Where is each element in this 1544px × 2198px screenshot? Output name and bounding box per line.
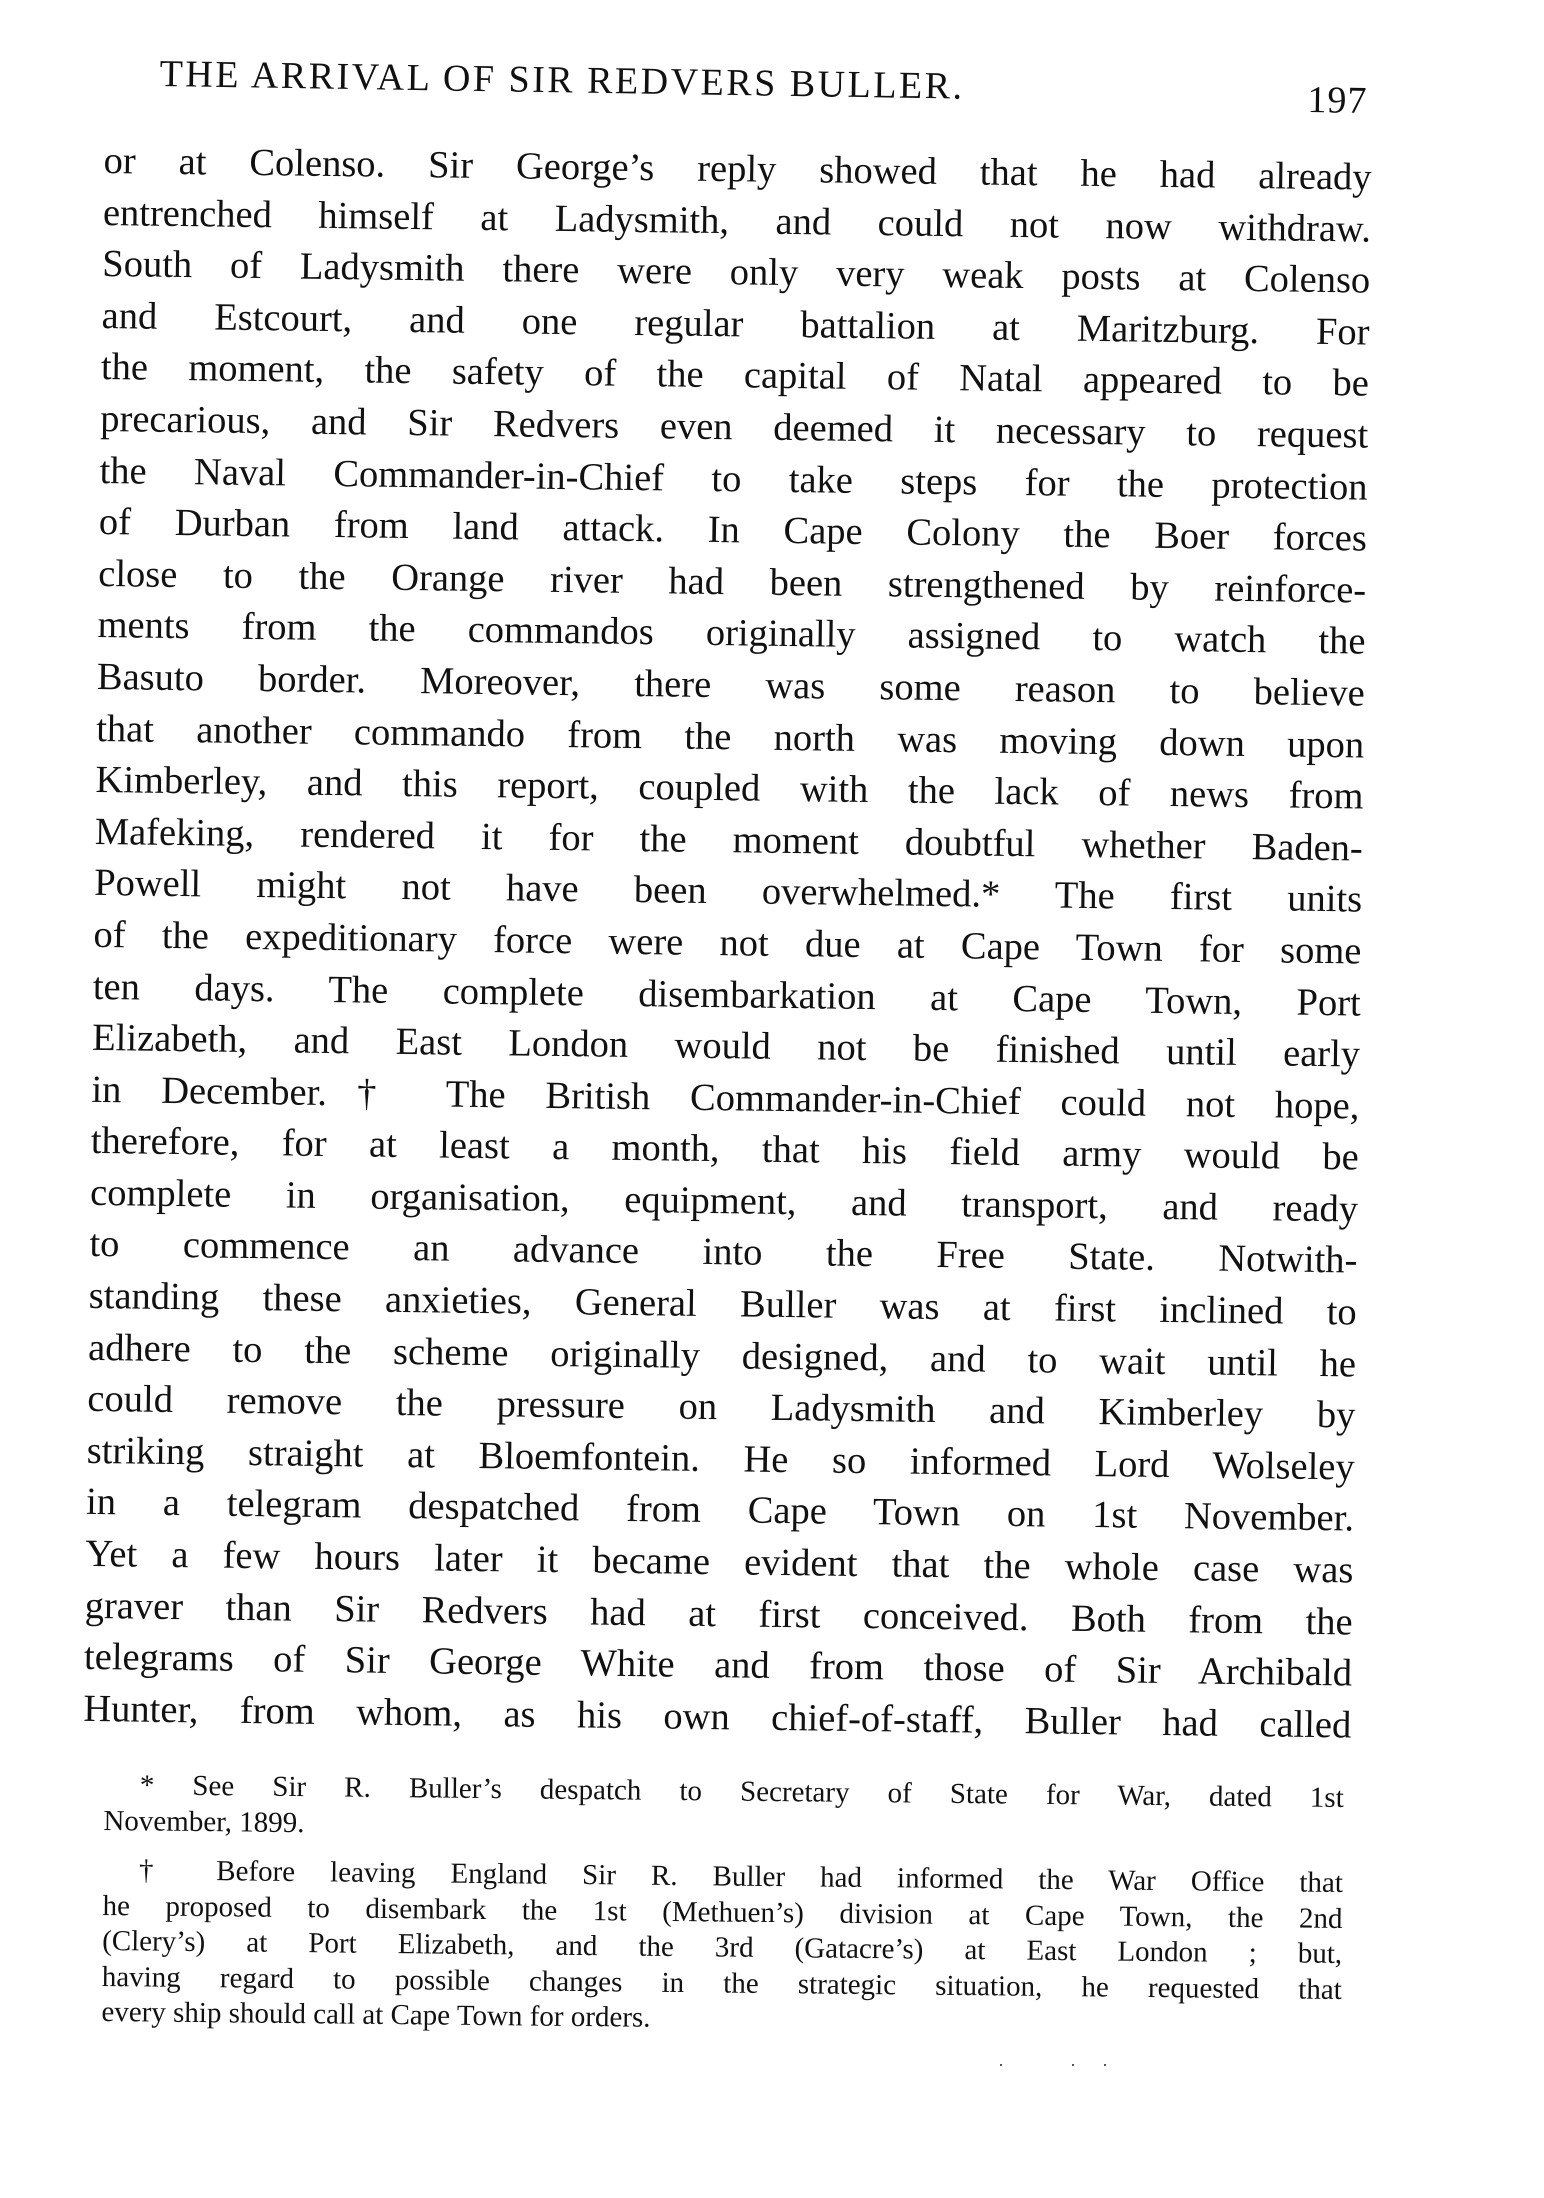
text-line: South of Ladysmith there were only very weak posts at Colenso: [102, 243, 1371, 302]
text-line: could remove the pressure on Ladysmith and Kimberley by: [87, 1378, 1356, 1437]
text-line: in a telegram despatched from Cape Town on 1st November.: [85, 1481, 1355, 1540]
text-line: ments from the commandos originally assigned to watch the: [97, 604, 1366, 663]
scan-specks: [1000, 2064, 1120, 2068]
text-line: standing these anxieties, General Buller was at first inclined to: [88, 1274, 1357, 1334]
footnote-line: he proposed to disembark the 1st (Methuen’s) division at Cape Town, the 2nd: [102, 1889, 1343, 1935]
text-line: entrenched himself at Ladysmith, and could not now withdraw.: [102, 191, 1372, 251]
body-text: [83, 136, 1372, 1752]
text-line: Mafeking, rendered it for the moment doubtful whether Baden-: [94, 810, 1364, 870]
text-line: the moment, the safety of the capital of Natal appeared to be: [100, 346, 1370, 405]
text-line: to commence an advance into the Free State. Notwith-: [89, 1223, 1358, 1282]
text-line: the Naval Commander-in-Chief to take steps for the protection: [99, 449, 1368, 509]
text-line: therefore, for at least a month, that his field army would be: [90, 1120, 1360, 1179]
footnote-line: * See Sir R. Buller’s despatch to Secretary of State for War, dated 1st: [139, 1769, 1344, 1814]
text-line: Elizabeth, and East London would not be finished until early: [91, 1017, 1361, 1076]
footnotes: [101, 1768, 1344, 2057]
text-line: complete in organisation, equipment, and transport, and ready: [89, 1171, 1359, 1231]
text-line: Kimberley, and this report, coupled with the lack of news from: [95, 759, 1364, 818]
text-line: telegrams of Sir George White and from those of Sir Archibald: [83, 1636, 1353, 1695]
text-line: graver than Sir Redvers had at first conceived. Both from the: [84, 1584, 1353, 1644]
text-line: and Estcourt, and one regular battalion at Maritzburg. For: [101, 294, 1370, 354]
text-line: of the expeditionary force were not due at Cape Town for some: [93, 913, 1362, 973]
footnote-line: every ship should call at Cape Town for orders.: [101, 1995, 651, 2034]
text-line: ten days. The complete disembarkation at Cape Town, Port: [92, 965, 1362, 1025]
text-line: precarious, and Sir Redvers even deemed it necessary to request: [100, 397, 1369, 457]
scan-speck: [1072, 2064, 1074, 2066]
text-line: or at Colenso. Sir George’s reply showed that he had already: [103, 139, 1372, 199]
text-line: adhere to the scheme originally designed, and to wait until he: [87, 1326, 1357, 1386]
text-line: that another commando from the north was moving down upon: [95, 707, 1365, 767]
footnote-dagger: [101, 1853, 1343, 2043]
text-line: Basuto border. Moreover, there was some reason to believe: [96, 655, 1366, 715]
text-line: of Durban from land attack. In Cape Colony the Boer forces: [98, 501, 1368, 560]
text-line: Yet a few hours later it became evident that the whole case was: [85, 1532, 1354, 1592]
text-line: close to the Orange river had been strengthened by reinforce-: [97, 552, 1367, 612]
footnote-line: November, 1899.: [103, 1804, 305, 1839]
text-line: Hunter, from whom, as his own chief-of-staff, Buller had called: [83, 1687, 1352, 1747]
running-title: THE ARRIVAL OF SIR REDVERS BULLER.: [159, 52, 965, 108]
text-line: Powell might not have been overwhelmed.* The first units: [93, 862, 1363, 921]
scan-speck: [1000, 2064, 1002, 2066]
footnote-line: † Before leaving England Sir R. Buller had informed the War Office that: [138, 1854, 1344, 1899]
text-line: in December.† The British Commander-in-Chief could not hope,: [91, 1068, 1360, 1128]
footnote-line: (Clery’s) at Port Elizabeth, and the 3rd (Gatacre’s) at East London ; but,: [102, 1924, 1343, 1970]
page-number: 197: [1307, 79, 1368, 122]
text-line: striking straight at Bloemfontein. He so informed Lord Wolseley: [86, 1429, 1355, 1489]
scan-speck: [1104, 2064, 1106, 2066]
page-header: [159, 52, 1380, 131]
footnote-line: having regard to possible changes in the strategic situation, he requested that: [101, 1960, 1342, 2006]
footnote-asterisk: [103, 1768, 1344, 1852]
